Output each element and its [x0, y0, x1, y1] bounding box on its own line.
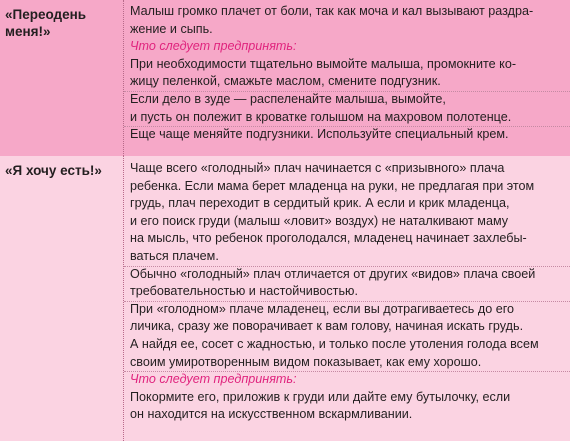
action-label: Что следует предпринять:	[130, 372, 297, 387]
table-row-i-am-hungry	[0, 156, 570, 441]
text-line: Малыш громко плачет от боли, так как моча и кал вызывают раздра-	[130, 4, 534, 18]
row-content-cell	[124, 156, 570, 441]
text-line: личика, сразу же поворачивает к вам голову, начиная искать грудь.	[130, 319, 524, 334]
action-heading	[130, 371, 566, 389]
paragraph	[130, 160, 566, 266]
text-line: и его поиск груди (малыш «ловит» воздух) не наталкивают маму	[130, 213, 509, 228]
row-title-line: меня!»	[5, 24, 51, 39]
text-line: он находится на искусственном вскармливании.	[130, 407, 413, 422]
text-line: требовательностью и настойчивостью.	[130, 284, 358, 299]
paragraph	[130, 389, 566, 424]
text-line: Покормите его, приложив к груди или дайте ему бутылочку, если	[130, 389, 511, 404]
text-line: А найдя ее, сосет с жадностью, и только после утоления голода всем	[130, 336, 539, 351]
text-line: ребенка. Если мама берет младенца на руки, не предлагая при этом	[130, 178, 535, 193]
action-label: Что следует предпринять:	[130, 39, 297, 54]
text-line: Обычно «голодный» плач отличается от других «видов» плача своей	[130, 266, 536, 281]
paragraph	[130, 266, 566, 301]
text-line: ваться плачем.	[130, 248, 219, 263]
text-line: на мысль, что ребенок проголодался, младенец начинает захлебы-	[130, 231, 527, 246]
row-content-cell	[124, 0, 570, 156]
paragraph	[130, 3, 566, 38]
paragraph	[130, 91, 566, 126]
text-line: грудь, плач переходит в сердитый крик. А если и крик младенца,	[130, 196, 510, 211]
text-line: При необходимости тщательно вымойте малыша, промокните ко-	[130, 56, 517, 71]
text-line: жицу пеленкой, смажьте маслом, смените подгузник.	[130, 74, 441, 89]
content-text	[130, 160, 566, 424]
content-text	[130, 3, 566, 144]
row-title-cell	[0, 156, 124, 441]
row-title-line: «Переодень	[5, 7, 87, 22]
text-line: Если дело в зуде — распеленайте малыша, вымойте,	[130, 91, 446, 106]
text-line: При «голодном» плаче младенец, если вы дотрагиваетесь до его	[130, 301, 515, 316]
action-heading	[130, 38, 566, 56]
paragraph	[130, 56, 566, 91]
row-title	[5, 162, 120, 179]
text-line: жение и сыпь.	[130, 21, 213, 36]
text-line: Еще чаще меняйте подгузники. Используйте специальный крем.	[130, 127, 509, 142]
paragraph	[130, 301, 566, 371]
row-title-cell	[0, 0, 124, 156]
row-title-line: «Я хочу есть!»	[5, 163, 102, 178]
text-line: Чаще всего «голодный» плач начинается с «призывного» плача	[130, 161, 505, 175]
text-line: своим умиротворенным видом показывает, как ему хорошо.	[130, 354, 482, 369]
row-title	[5, 6, 120, 40]
text-line: и пусть он полежит в кроватке голышом на махровом полотенце.	[130, 109, 512, 124]
paragraph	[130, 126, 566, 144]
table-row-change-me	[0, 0, 570, 156]
